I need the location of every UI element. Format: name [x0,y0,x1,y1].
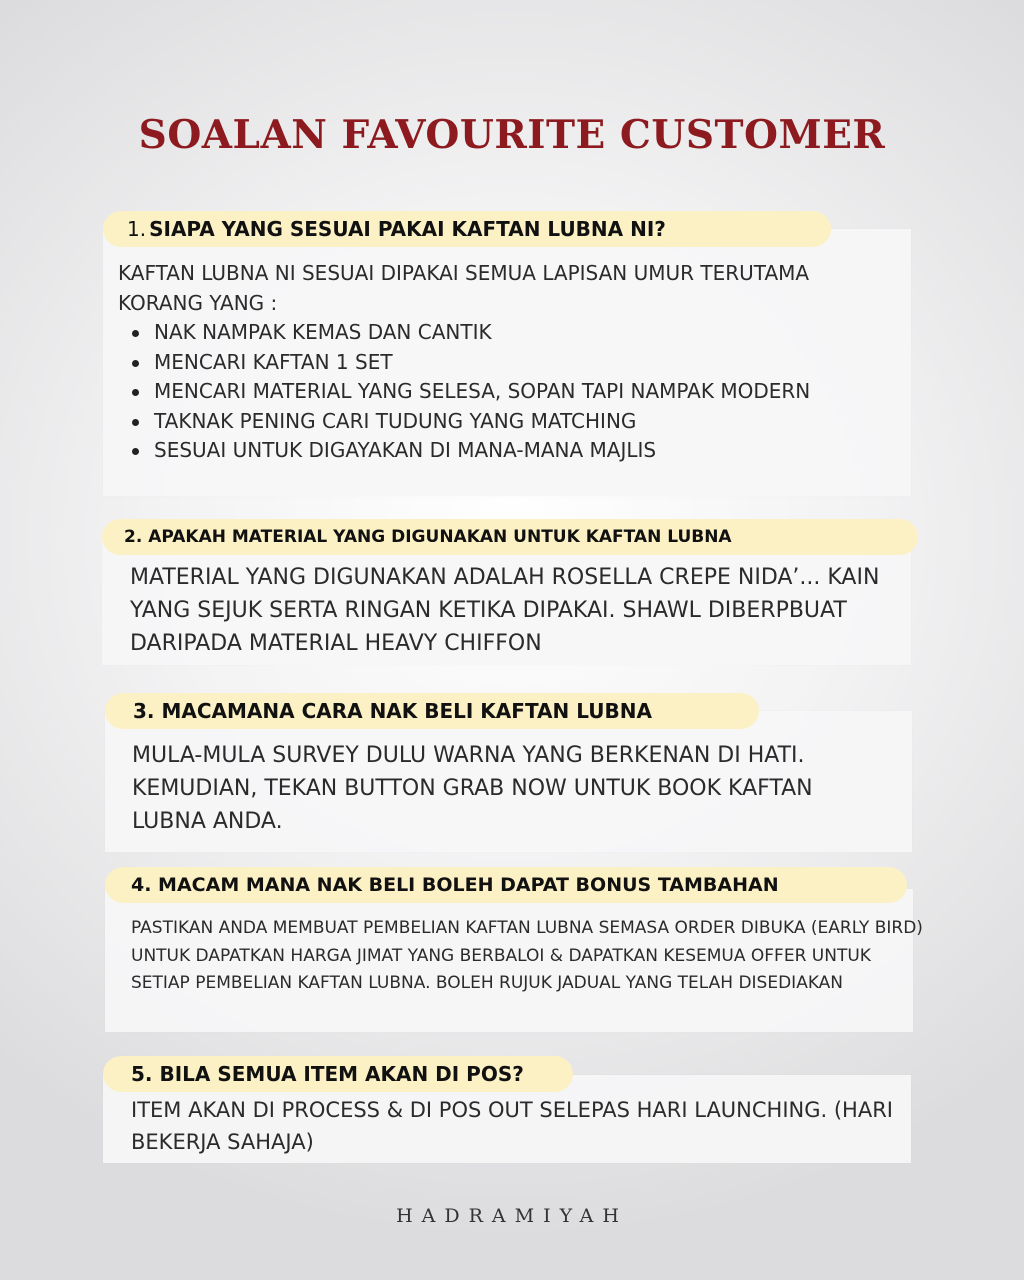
list-item: MENCARI KAFTAN 1 SET [118,348,898,378]
question-pill [103,211,831,247]
list-item: TAKNAK PENING CARI TUDUNG YANG MATCHING [118,407,898,437]
question-pill [103,1056,573,1092]
brand-name: HADRAMIYAH [396,1205,628,1227]
question-number: 1. [127,217,147,241]
answer-text: PASTIKAN ANDA MEMBUAT PEMBELIAN KAFTAN LUBNA SEMASA ORDER DIBUKA (EARLY BIRD) UNTUK DAPATKAN HARGA JIMAT YANG BERBALOI & DAPATKAN KESEMUA OFFER UNTUK SETIAP PEMBELIAN KAFTAN LUBNA. BOLEH RUJUK JADUAL YANG TELAH DISEDIAKAN [131,918,923,993]
question-text: 3. MACAMANA CARA NAK BELI KAFTAN LUBNA [133,699,652,723]
question-pill [102,519,918,555]
faq-item-2 [102,519,911,665]
answer-text: MATERIAL YANG DIGUNAKAN ADALAH ROSELLA CREPE NIDA’... KAIN YANG SEJUK SERTA RINGAN KETIKA DIPAKAI. SHAWL DIBERPBUAT DARIPADA MATERIAL HEAVY CHIFFON [130,565,880,656]
list-item: NAK NAMPAK KEMAS DAN CANTIK [118,318,898,348]
question-text: SIAPA YANG SESUAI PAKAI KAFTAN LUBNA NI? [149,217,666,241]
list-item: MENCARI MATERIAL YANG SELESA, SOPAN TAPI NAMPAK MODERN [118,377,898,407]
question-text: 4. MACAM MANA NAK BELI BOLEH DAPAT BONUS TAMBAHAN [131,874,779,896]
faq-item-1 [103,211,911,496]
faq-item-3 [105,693,912,852]
page-title: SOALAN FAVOURITE CUSTOMER [138,112,886,158]
answer-intro: KAFTAN LUBNA NI SESUAI DIPAKAI SEMUA LAPISAN UMUR TERUTAMA KORANG YANG : [118,261,810,315]
list-item: SESUAI UNTUK DIGAYAKAN DI MANA-MANA MAJLIS [118,436,898,466]
question-pill [105,693,759,729]
faq-item-5 [103,1056,911,1163]
question-text: 5. BILA SEMUA ITEM AKAN DI POS? [131,1062,524,1086]
bullet-list [118,318,898,466]
question-pill [105,867,907,903]
faq-item-4 [105,867,923,1032]
question-text: 2. APAKAH MATERIAL YANG DIGUNAKAN UNTUK KAFTAN LUBNA [124,527,732,547]
answer-text: ITEM AKAN DI PROCESS & DI POS OUT SELEPAS HARI LAUNCHING. (HARI BEKERJA SAHAJA) [131,1098,893,1154]
answer-text: MULA-MULA SURVEY DULU WARNA YANG BERKENAN DI HATI. KEMUDIAN, TEKAN BUTTON GRAB NOW UNTUK BOOK KAFTAN LUBNA ANDA. [132,743,813,834]
